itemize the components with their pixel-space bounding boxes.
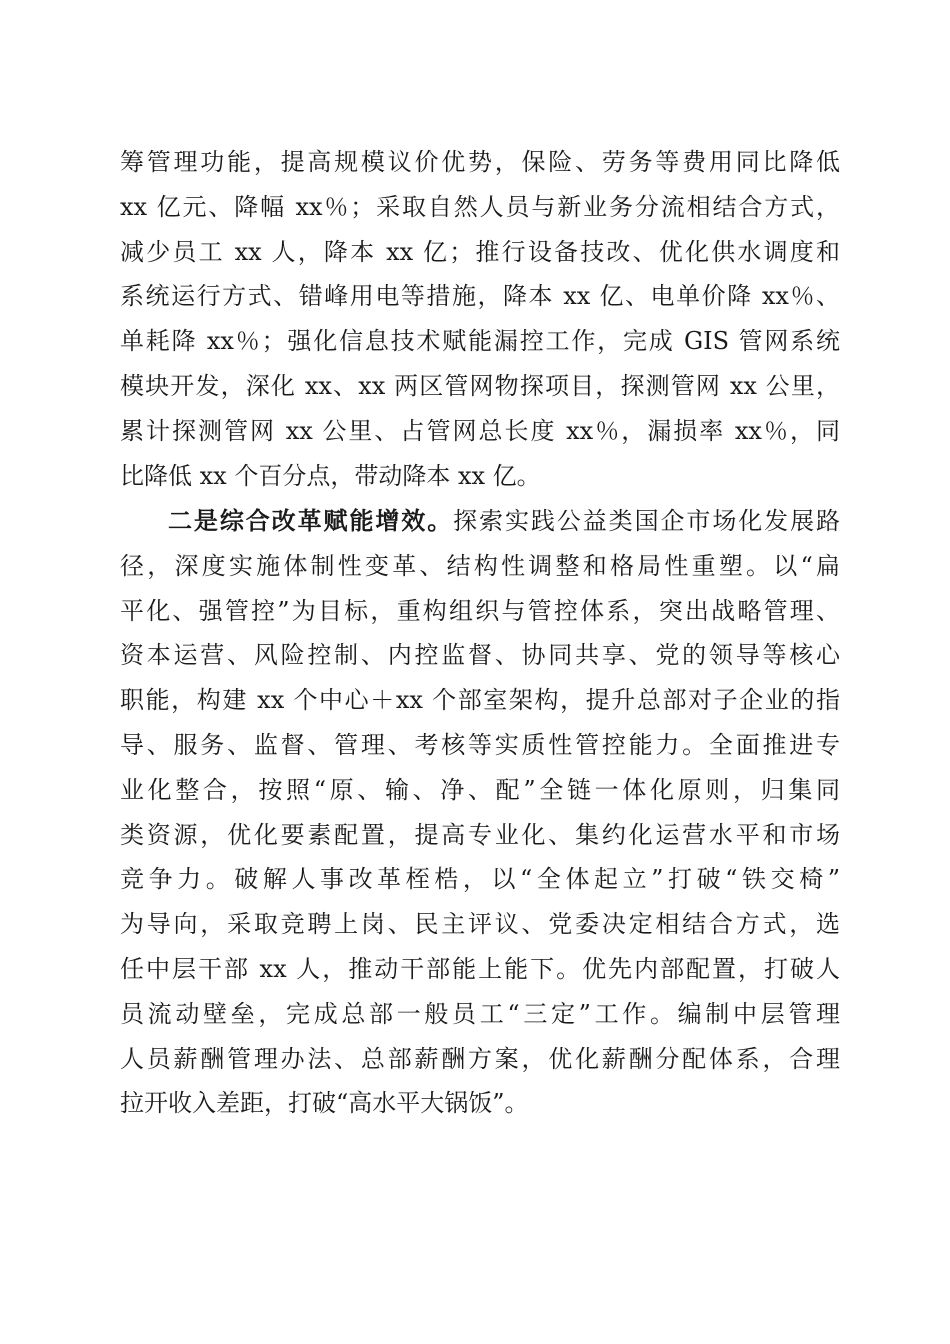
paragraph-line: 资本运营、风险控制、内控监督、协同共享、党的领导等核心 <box>120 641 840 670</box>
paragraph-line: 人员薪酬管理办法、总部薪酬方案，优化薪酬分配体系，合理 <box>120 1044 840 1073</box>
paragraph-line: 业化整合，按照“原、输、净、配”全链一体化原则，归集同 <box>120 775 840 804</box>
paragraph-text: 探索实践公益类国企市场化发展路 <box>453 507 841 535</box>
paragraph-line: 减少员工 xx 人，降本 xx 亿；推行设备技改、优化供水调度和 <box>120 237 840 266</box>
paragraph-line: 为导向，采取竞聘上岗、民主评议、党委决定相结合方式，选 <box>120 910 840 939</box>
paragraph-line: 平化、强管控”为目标，重构组织与管控体系，突出战略管理、 <box>120 596 840 625</box>
paragraph-line: 竞争力。破解人事改革桎梏，以“全体起立”打破“铁交椅” <box>120 865 840 894</box>
paragraph-cost-reduction <box>120 140 840 498</box>
paragraph-line: 类资源，优化要素配置，提高专业化、集约化运营水平和市场 <box>120 820 840 849</box>
section-heading: 二是综合改革赋能增效。 <box>168 506 454 535</box>
paragraph-line: 员流动壁垒，完成总部一般员工“三定”工作。编制中层管理 <box>120 999 840 1028</box>
paragraph-first-line <box>120 499 840 544</box>
paragraph-line: 径，深度实施体制性变革、结构性调整和格局性重塑。以“扁 <box>120 551 840 580</box>
paragraph-line: 筹管理功能，提高规模议价优势，保险、劳务等费用同比降低 <box>120 148 840 176</box>
paragraph-line: 单耗降 xx％；强化信息技术赋能漏控工作，完成 GIS 管网系统 <box>120 327 840 356</box>
paragraph-line: 模块开发，深化 xx、xx 两区管网物探项目，探测管网 xx 公里， <box>120 371 840 400</box>
paragraph-line: 累计探测管网 xx 公里、占管网总长度 xx％，漏损率 xx％，同 <box>120 416 840 445</box>
paragraph-line: 比降低 xx 个百分点，带动降本 xx 亿。 <box>120 461 541 490</box>
paragraph-line: 任中层干部 xx 人，推动干部能上能下。优先内部配置，打破人 <box>120 954 840 983</box>
paragraph-line: 导、服务、监督、管理、考核等实质性管控能力。全面推进专 <box>120 730 840 759</box>
paragraph-line: 职能，构建 xx 个中心＋xx 个部室架构，提升总部对子企业的指 <box>120 686 840 715</box>
paragraph-comprehensive-reform <box>120 499 840 1126</box>
paragraph-line: xx 亿元、降幅 xx％；采取自然人员与新业务分流相结合方式， <box>120 192 840 221</box>
paragraph-line: 拉开收入差距，打破“高水平大锅饭”。 <box>120 1089 529 1118</box>
paragraph-line: 系统运行方式、错峰用电等措施，降本 xx 亿、电单价降 xx％、 <box>120 282 840 311</box>
